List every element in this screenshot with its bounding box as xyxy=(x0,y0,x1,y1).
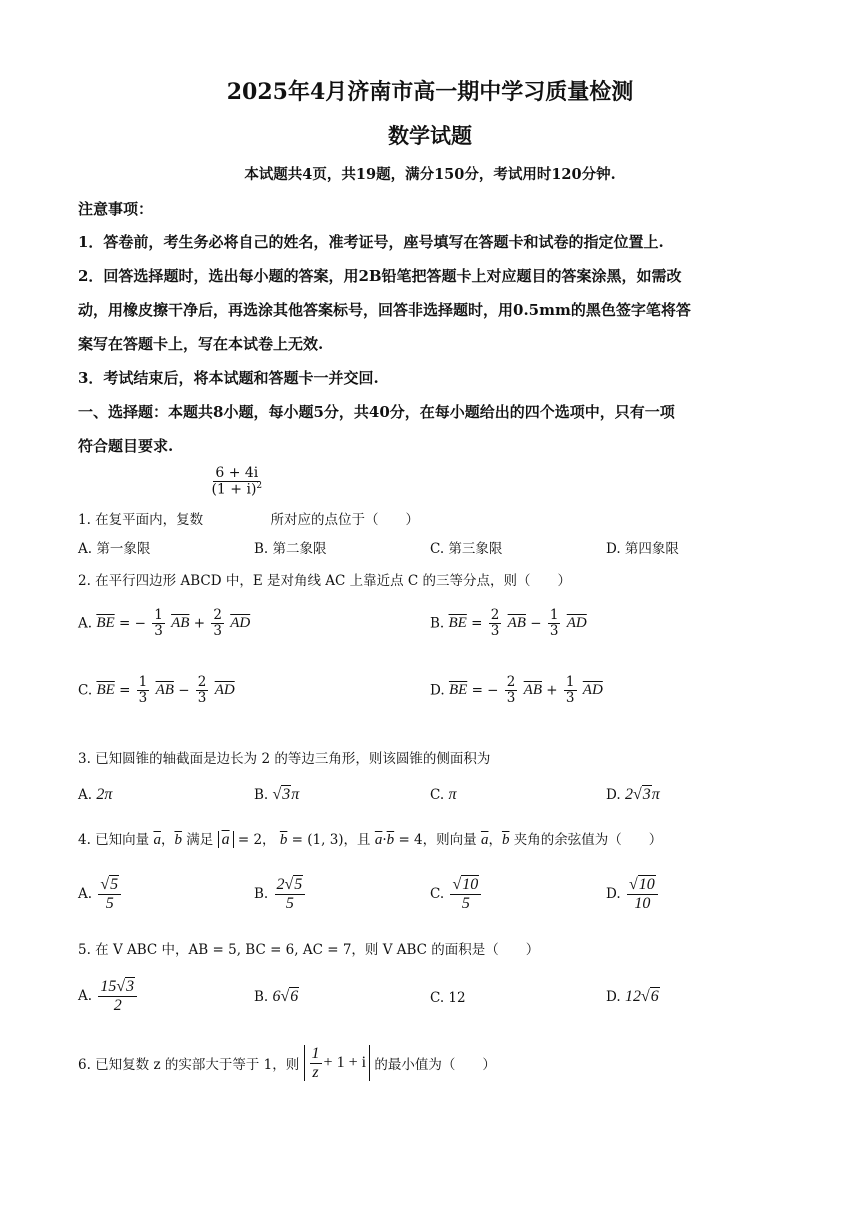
q1-fraction xyxy=(209,466,264,498)
q2-option-c-label: C. xyxy=(78,682,93,699)
q5-a-coef: 15 xyxy=(100,978,117,995)
vector-ab: $\overline{AB}$ xyxy=(171,614,190,631)
q2-a-sign-1: = − xyxy=(118,615,146,632)
vector-ab: $\overline{AB}$ xyxy=(507,614,526,631)
vector-b: $\overline{b}$ xyxy=(386,832,395,848)
q3-option-b-label: B. xyxy=(254,787,269,803)
q1-option-d: D. 第四象限 xyxy=(606,541,679,557)
q4-option-a-label: A. xyxy=(78,886,93,903)
q1-option-c: C. 第三象限 xyxy=(430,541,503,557)
note-item-2-line-1: 2．回答选择题时，选出每小题的答案，用2B铅笔把答题卡上对应题目的答案涂黑，如需改 xyxy=(78,267,682,285)
q3-option-d xyxy=(606,786,660,804)
vector-b: $\overline{b}$ xyxy=(501,832,510,848)
q5-a-frac xyxy=(98,978,137,1014)
q5-b-coef: 6 xyxy=(272,988,281,1005)
q5-option-b xyxy=(254,988,299,1006)
q2-d-frac-1 xyxy=(505,675,518,706)
q6-abs-expr xyxy=(304,1045,371,1081)
q2-a-frac-1-num: 1 xyxy=(154,607,163,623)
q4-sep: ， xyxy=(160,832,175,848)
q5-b-value: 6√6 xyxy=(272,988,299,1005)
q2-c-frac-1 xyxy=(137,675,150,706)
q4-b-frac xyxy=(275,876,306,912)
q4-part-3: 夹角的余弦值为（ ） xyxy=(513,832,663,848)
q3-option-c xyxy=(430,786,456,804)
q2-d-frac-1-num: 2 xyxy=(506,674,516,690)
q6-tail: + 1 + i xyxy=(323,1054,367,1072)
q1-den-base: (1 + i) xyxy=(211,482,257,499)
q5-option-a xyxy=(78,978,139,1014)
q4-d-frac xyxy=(627,876,658,912)
q5-a-den: 2 xyxy=(113,996,122,1014)
q1-option-a: A. 第一象限 xyxy=(78,541,151,557)
question-2: 2. 在平行四边形 ABCD 中，E 是对角线 AC 上靠近点 C 的三等分点，则（ ） xyxy=(78,573,572,589)
vector-ad: $\overline{AD}$ xyxy=(214,681,235,698)
q2-c-frac-2 xyxy=(196,675,209,706)
q4-option-c-label: C. xyxy=(430,886,445,903)
q2-c-frac-2-den: 3 xyxy=(197,689,207,706)
q5-d-coef: 12 xyxy=(624,988,641,1005)
q4-b-eq: = (1, 3)，且 xyxy=(291,832,371,848)
question-1 xyxy=(78,465,419,528)
question-3: 3. 已知圆锥的轴截面是边长为 2 的等边三角形，则该圆锥的侧面积为 xyxy=(78,751,491,767)
q2-b-frac-1 xyxy=(489,608,502,639)
vector-a: $\overline{a}$ xyxy=(374,832,383,848)
q2-d-sign-2: + xyxy=(546,682,558,699)
q3-option-a-label: A. xyxy=(78,787,93,803)
q2-a-frac-1 xyxy=(152,608,165,639)
q2-b-frac-2-den: 3 xyxy=(549,622,559,639)
q2-b-sign-1: = xyxy=(471,615,483,632)
q4-a-frac xyxy=(98,876,121,912)
q5-a-num: 15√3 xyxy=(98,978,137,997)
q2-b-frac-2-num: 1 xyxy=(549,607,559,623)
notes-heading: 注意事项： xyxy=(78,200,154,218)
q3-option-a xyxy=(78,786,112,804)
q2-a-frac-2-den: 3 xyxy=(213,622,222,639)
q4-d-num: √10 xyxy=(627,876,658,895)
q2-d-frac-1-den: 3 xyxy=(506,689,516,706)
q4-a-num: √5 xyxy=(98,876,121,895)
vector-ab: $\overline{AB}$ xyxy=(155,681,174,698)
q4-b-radicand: 5 xyxy=(294,876,303,893)
q2-a-sign-2: + xyxy=(193,615,206,632)
q4-c-frac xyxy=(450,876,481,912)
vector-be: $\overline{BE}$ xyxy=(448,614,467,631)
section-1-heading-line-2: 符合题目要求. xyxy=(78,437,174,455)
q4-dot-eq: = 4，则向量 xyxy=(398,832,477,848)
q5-a-radicand: 3 xyxy=(126,978,135,995)
q5-d-radicand: 6 xyxy=(650,988,659,1005)
q4-a-den: 5 xyxy=(105,894,114,912)
q4-option-c xyxy=(430,876,483,912)
q4-option-b-label: B. xyxy=(254,886,269,903)
q6-den: z xyxy=(312,1063,319,1081)
q2-option-c xyxy=(78,675,235,706)
q2-d-frac-2-num: 1 xyxy=(565,674,575,690)
q6-num: 1 xyxy=(311,1045,320,1062)
q4-c-num: √10 xyxy=(450,876,481,895)
q4-option-d xyxy=(606,876,660,912)
q2-c-frac-1-num: 1 xyxy=(138,674,148,690)
q3-d-radicand: 3 xyxy=(642,786,651,803)
q5-option-d-label: D. xyxy=(606,989,621,1005)
q2-a-frac-2 xyxy=(211,608,224,639)
q1-denominator xyxy=(209,482,264,498)
vector-ad: $\overline{AD}$ xyxy=(582,681,603,698)
q5-d-value: 12√6 xyxy=(624,988,659,1005)
q5-option-d xyxy=(606,988,660,1006)
question-4 xyxy=(78,828,662,849)
q2-option-a xyxy=(78,608,250,639)
vector-be: $\overline{BE}$ xyxy=(96,681,115,698)
vector-b: $\overline{b}$ xyxy=(174,832,182,848)
exam-info: 本试题共4页，共19题，满分150分，考试用时120分钟. xyxy=(244,166,616,183)
q1-numerator: 6 + 4i xyxy=(215,465,259,481)
q2-option-d xyxy=(430,675,603,706)
q3-option-b xyxy=(254,786,299,804)
q2-a-frac-1-den: 3 xyxy=(154,622,163,639)
vector-a: $\overline{a}$ xyxy=(480,832,489,848)
q4-d-radicand: 10 xyxy=(638,876,655,893)
question-6 xyxy=(78,1045,496,1081)
q4-option-a xyxy=(78,876,123,912)
q4-b-coef: 2 xyxy=(276,876,285,893)
vector-be: $\overline{BE}$ xyxy=(96,614,115,631)
note-item-2-line-3: 案写在答题卡上，写在本试卷上无效. xyxy=(78,335,324,353)
q3-c-value: π xyxy=(448,786,457,803)
q2-d-sign-1: = − xyxy=(471,682,499,699)
q4-abs-eq: = 2， xyxy=(237,832,276,848)
q2-c-frac-2-num: 2 xyxy=(197,674,207,690)
q5-option-a-label: A. xyxy=(78,988,93,1005)
q4-a-radicand: 5 xyxy=(110,876,119,893)
q2-option-d-label: D. xyxy=(430,682,445,699)
q5-option-c: C. 12 xyxy=(430,990,466,1006)
q3-d-pi: π xyxy=(651,786,660,803)
q3-d-coef: 2 xyxy=(624,786,633,803)
q1-den-exp: 2 xyxy=(256,481,263,492)
vector-be: $\overline{BE}$ xyxy=(448,681,468,698)
q3-b-value: √3π xyxy=(272,786,300,803)
q2-a-frac-2-num: 2 xyxy=(213,607,222,623)
q5-option-b-label: B. xyxy=(254,989,269,1005)
q2-b-frac-2 xyxy=(548,608,561,639)
exam-title: 2025年4月济南市高一期中学习质量检测 xyxy=(226,79,634,105)
q3-d-value: 2√3π xyxy=(624,786,660,803)
q4-part-2: 满足 xyxy=(186,832,214,848)
q2-b-sign-2: − xyxy=(530,615,542,632)
q6-suffix: 的最小值为（ ） xyxy=(374,1057,496,1074)
q4-option-d-label: D. xyxy=(606,886,621,903)
q2-b-frac-1-num: 2 xyxy=(490,607,500,623)
note-item-1: 1．答卷前，考生务必将自己的姓名，准考证号，座号填写在答题卡和试卷的指定位置上. xyxy=(78,233,664,251)
q2-c-sign-1: = xyxy=(119,682,131,699)
q4-c-radicand: 10 xyxy=(462,876,479,893)
vector-ab: $\overline{AB}$ xyxy=(523,681,542,698)
vector-b: $\overline{b}$ xyxy=(279,832,288,848)
q2-b-frac-1-den: 3 xyxy=(490,622,500,639)
q4-b-den: 5 xyxy=(285,894,294,912)
vector-ad: $\overline{AD}$ xyxy=(566,614,587,631)
q3-option-c-label: C. xyxy=(430,787,445,803)
q2-option-b xyxy=(430,608,587,639)
q4-dot: · xyxy=(382,832,387,848)
q4-option-b xyxy=(254,876,307,912)
q4-b-num: 2√5 xyxy=(275,876,306,895)
q4-sep: ， xyxy=(488,832,502,848)
vector-ad: $\overline{AD}$ xyxy=(230,614,251,631)
q6-frac xyxy=(310,1045,322,1081)
q2-d-frac-2-den: 3 xyxy=(565,689,575,706)
q4-abs-a xyxy=(218,831,234,848)
vector-a: $\overline{a}$ xyxy=(153,832,161,848)
q1-prefix: 1. 在复平面内，复数 xyxy=(78,511,204,528)
q1-option-b: B. 第二象限 xyxy=(254,541,327,557)
q6-prefix: 6. 已知复数 z 的实部大于等于 1，则 xyxy=(78,1057,300,1074)
q4-c-den: 5 xyxy=(461,894,470,912)
q2-c-frac-1-den: 3 xyxy=(138,689,148,706)
note-item-3: 3．考试结束后，将本试题和答题卡一并交回. xyxy=(78,369,379,387)
q3-a-value: 2π xyxy=(96,786,113,803)
q3-b-pi: π xyxy=(291,786,300,803)
question-5: 5. 在 V ABC 中，AB = 5, BC = 6, AC = 7，则 V ABC 的面积是（ ） xyxy=(78,942,540,958)
q2-option-b-label: B. xyxy=(430,615,445,632)
q1-suffix: 所对应的点位于（ ） xyxy=(270,511,419,528)
q4-d-den: 10 xyxy=(634,894,651,912)
note-item-2-line-2: 动，用橡皮擦干净后，再选涂其他答案标号，回答非选择题时，用0.5mm的黑色签字笔将答 xyxy=(78,301,691,319)
q5-b-radicand: 6 xyxy=(290,988,299,1005)
q2-d-frac-2 xyxy=(564,675,577,706)
section-1-heading-line-1: 一、选择题：本题共8小题，每小题5分，共40分，在每小题给出的四个选项中，只有一项 xyxy=(78,403,675,421)
q3-option-d-label: D. xyxy=(606,787,621,803)
q4-part-1: 4. 已知向量 xyxy=(78,832,150,848)
vector-a: $\overline{a}$ xyxy=(221,831,230,848)
q3-b-radicand: 3 xyxy=(282,786,291,803)
q2-c-sign-2: − xyxy=(178,682,190,699)
subject-title: 数学试题 xyxy=(388,123,472,148)
q2-option-a-label: A. xyxy=(78,615,93,632)
